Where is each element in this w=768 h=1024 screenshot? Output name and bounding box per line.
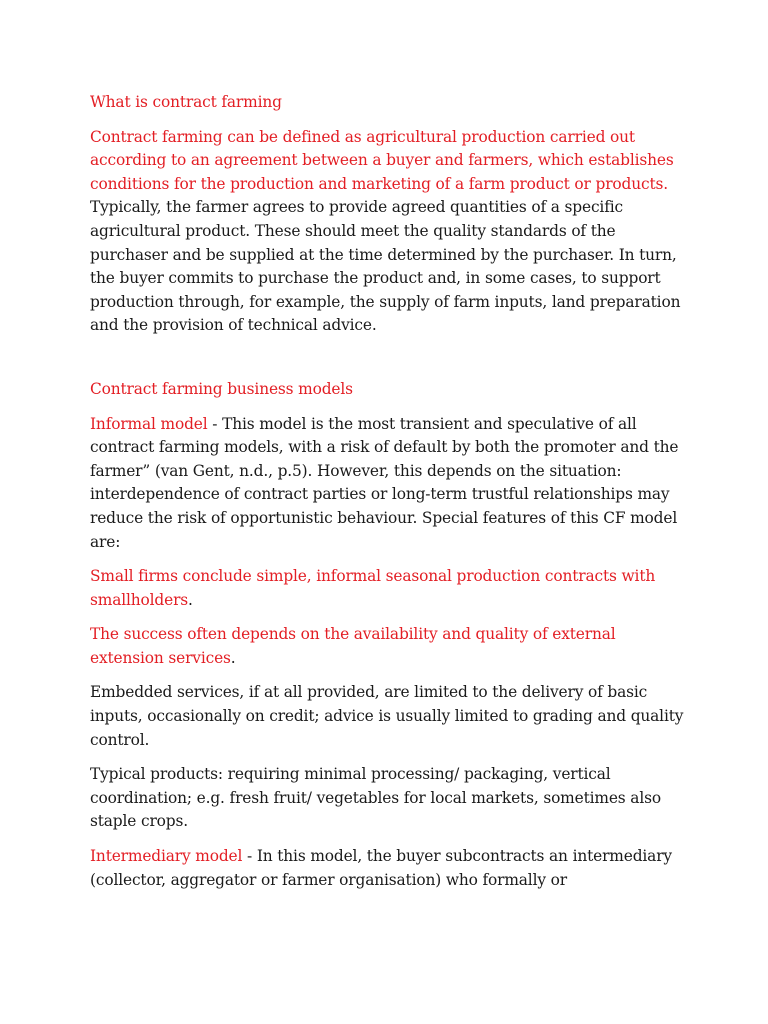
feature-2-highlight: The success often depends on the availability and quality of external extension services xyxy=(90,625,616,667)
intermediary-model-text: In this model, the buyer subcontracts an intermediary (collector, aggregator or farmer organisation) who formally or xyxy=(90,847,672,889)
definition-highlight: Contract farming can be defined as agricultural production carried out according to an agreement between a buyer and farmers, which establishes conditions for the production and marketing of a farm product or products. xyxy=(90,127,674,193)
feature-1-highlight: Small firms conclude simple, informal seasonal production contracts with smallholders xyxy=(90,567,656,609)
paragraph-intermediary-model xyxy=(90,845,690,892)
paragraph-feature-2 xyxy=(90,623,690,670)
paragraph-definition xyxy=(90,126,690,338)
document-body xyxy=(90,91,690,892)
informal-model-text: - This model is the most transient and speculative of all contract farming models, with a risk of default by both the promoter and the farmer” (van Gent, n.d., p.5). However, this depends on the situation: interdependence of contract parties or long-term trustful relationships may reduce the risk of opportunistic behaviour. Special features of this CF model are: xyxy=(90,414,679,551)
paragraph-informal-model xyxy=(90,413,690,555)
feature-2-end: . xyxy=(230,648,236,667)
informal-model-label: Informal model xyxy=(90,414,208,433)
heading-business-models: Contract farming business models xyxy=(90,379,353,398)
paragraph-feature-1 xyxy=(90,565,690,612)
paragraph-feature-3: Embedded services, if at all provided, are limited to the delivery of basic inputs, occasionally on credit; advice is usually limited to grading and quality control. xyxy=(90,683,684,749)
intermediary-model-dash: - xyxy=(242,847,257,866)
definition-text: Typically, the farmer agrees to provide agreed quantities of a specific agricultural product. These should meet the quality standards of the purchaser and be supplied at the time determined by the purchaser. In turn, the buyer commits to purchase the product and, in some cases, to support production through, for example, the supply of farm inputs, land preparation and the provision of technical advice. xyxy=(90,198,681,335)
heading-what-is-contract-farming: What is contract farming xyxy=(90,93,282,111)
intermediary-model-label: Intermediary model xyxy=(90,847,243,866)
paragraph-feature-4: Typical products: requiring minimal processing/ packaging, vertical coordination; e.g. fresh fruit/ vegetables for local markets, sometimes also staple crops. xyxy=(90,765,661,831)
feature-1-end: . xyxy=(188,590,193,609)
